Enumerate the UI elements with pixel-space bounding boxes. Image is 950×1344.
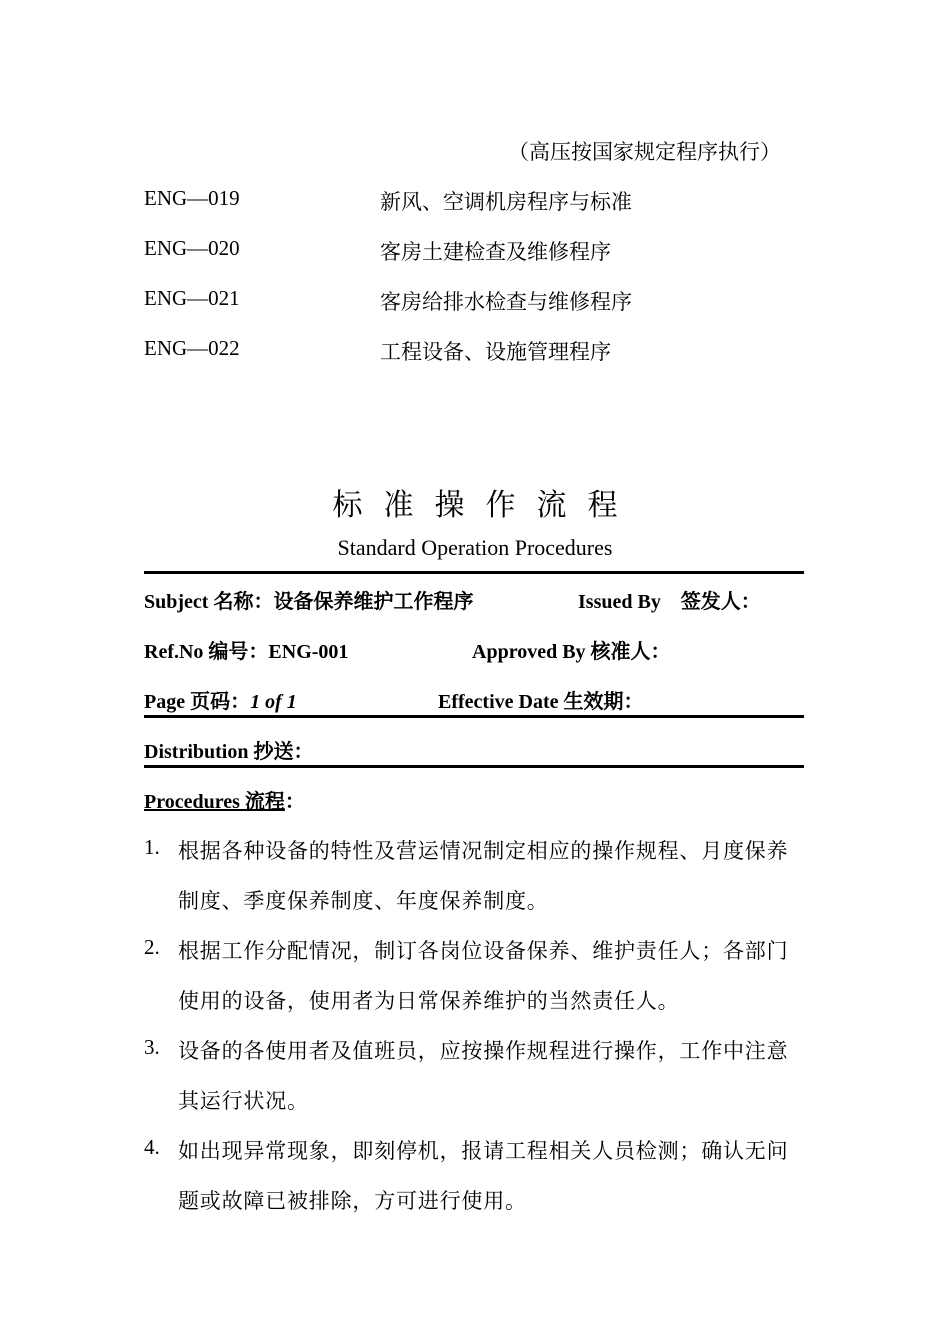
procedures-heading-colon: ：	[284, 791, 305, 813]
ref-no-field: Ref.No 编号：ENG-001	[144, 641, 349, 663]
page-label: Page 页码：	[144, 691, 251, 713]
code-description: 客房给排水检查与维修程序	[380, 290, 632, 314]
code-label: ENG—019	[144, 186, 240, 210]
page-field	[144, 685, 297, 714]
document-title-chinese: 标准操作流程	[332, 489, 639, 522]
effective-date-field: Effective Date 生效期：	[438, 691, 644, 713]
step-text-line: 使用的设备，使用者为日常保养维护的当然责任人。	[178, 989, 680, 1013]
step-text-line: 根据各种设备的特性及营运情况制定相应的操作规程、月度保养	[178, 839, 789, 863]
document-title-english: Standard Operation Procedures	[337, 535, 613, 560]
code-description: 新风、空调机房程序与标准	[380, 190, 632, 214]
step-text-line: 题或故障已被排除，方可进行使用。	[178, 1189, 527, 1213]
divider-top	[144, 571, 804, 574]
divider-bottom	[144, 765, 804, 768]
code-label: ENG—022	[144, 336, 240, 360]
header-note: （高压按国家规定程序执行）	[508, 140, 781, 164]
procedures-heading	[144, 785, 305, 814]
step-number: 3.	[144, 1035, 160, 1059]
distribution-field: Distribution 抄送：	[144, 741, 314, 763]
step-text-line: 其运行状况。	[178, 1089, 309, 1113]
code-label: ENG—021	[144, 286, 240, 310]
page-value: 1 of 1	[250, 691, 297, 713]
code-label: ENG—020	[144, 236, 240, 260]
step-number: 2.	[144, 935, 160, 959]
code-description: 客房土建检查及维修程序	[380, 240, 611, 264]
issued-by-field: Issued By 签发人：	[578, 591, 761, 613]
step-text-line: 设备的各使用者及值班员，应按操作规程进行操作，工作中注意	[178, 1039, 789, 1063]
procedures-heading-text: Procedures 流程	[144, 791, 285, 813]
subject-field: Subject 名称：设备保养维护工作程序	[144, 591, 474, 613]
step-text-line: 制度、季度保养制度、年度保养制度。	[178, 889, 549, 913]
step-number: 4.	[144, 1135, 160, 1159]
divider-middle	[144, 715, 804, 718]
step-text-line: 根据工作分配情况，制订各岗位设备保养、维护责任人；各部门	[178, 939, 789, 963]
step-number: 1.	[144, 835, 160, 859]
code-description: 工程设备、设施管理程序	[380, 340, 611, 364]
approved-by-field: Approved By 核准人：	[472, 641, 671, 663]
step-text-line: 如出现异常现象，即刻停机，报请工程相关人员检测；确认无问	[178, 1139, 789, 1163]
